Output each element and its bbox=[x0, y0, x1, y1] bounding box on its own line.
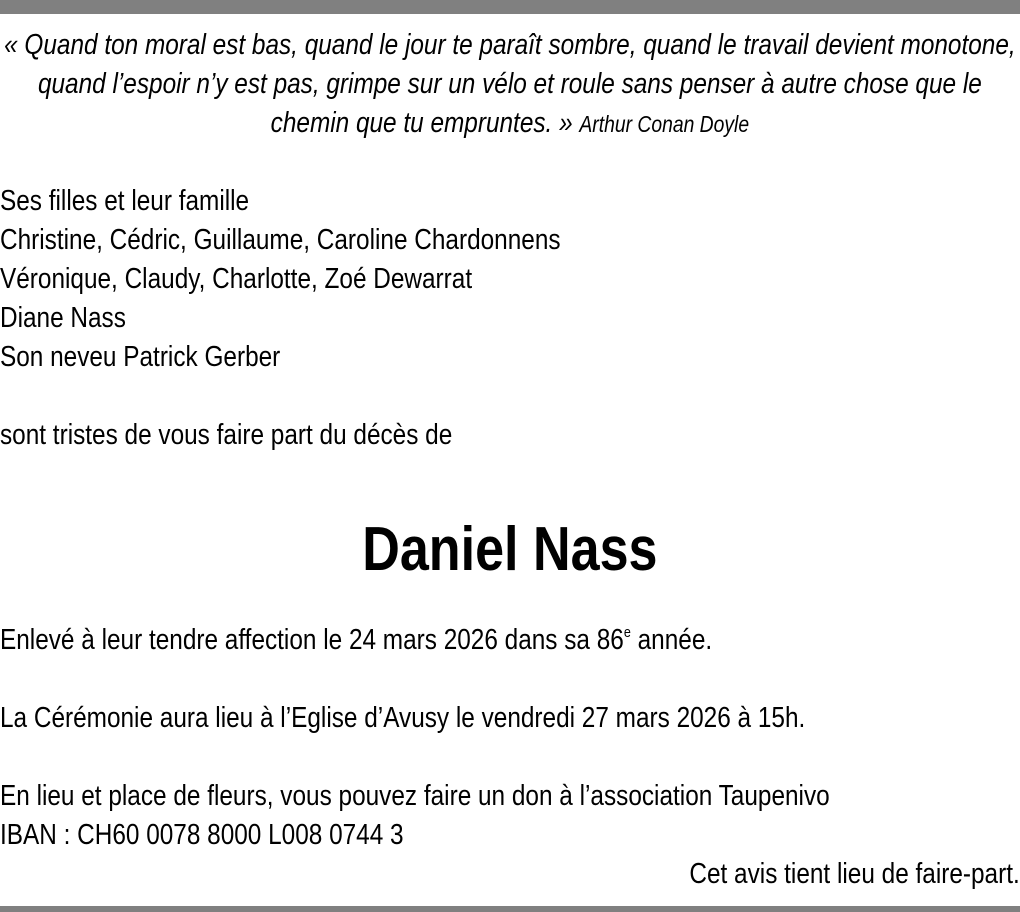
obituary-notice bbox=[0, 26, 1020, 894]
family-line: Christine, Cédric, Guillaume, Caroline Chardonnens bbox=[0, 224, 561, 256]
epigraph-quote bbox=[0, 26, 1020, 144]
ordinal-superscript: e bbox=[623, 624, 631, 641]
death-text-end: année. bbox=[630, 624, 713, 656]
announcement-intro: sont tristes de vous faire part du décès de bbox=[0, 419, 453, 451]
family-line: Véronique, Claudy, Charlotte, Zoé Dewarrat bbox=[0, 263, 473, 295]
donation-info: En lieu et place de fleurs, vous pouvez faire un don à l’association Taupenivo bbox=[0, 780, 830, 812]
top-rule bbox=[0, 0, 1020, 14]
death-text: Enlevé à leur tendre affection le 24 mars 2026 dans sa 86 bbox=[0, 624, 624, 656]
bottom-rule bbox=[0, 906, 1020, 912]
quote-text: « Quand ton moral est bas, quand le jour te paraît sombre, quand le travail devient monotone, quand l’espoir n’y est pas, grimpe sur un vélo et roule sans penser à autre chose que le chemin que tu empruntes. » bbox=[4, 29, 1016, 139]
signoff-line: Cet avis tient lieu de faire-part. bbox=[689, 858, 1020, 890]
iban-line: IBAN : CH60 0078 8000 L008 0744 3 bbox=[0, 819, 404, 851]
family-list bbox=[0, 182, 1020, 377]
death-statement bbox=[0, 621, 1020, 660]
family-line: Ses filles et leur famille bbox=[0, 185, 250, 217]
family-line: Diane Nass bbox=[0, 302, 126, 334]
ceremony-info: La Cérémonie aura lieu à l’Eglise d’Avusy le vendredi 27 mars 2026 à 15h. bbox=[0, 702, 806, 734]
deceased-name: Daniel Nass bbox=[362, 515, 658, 584]
quote-author: Arthur Conan Doyle bbox=[579, 111, 750, 137]
family-line: Son neveu Patrick Gerber bbox=[0, 341, 281, 373]
